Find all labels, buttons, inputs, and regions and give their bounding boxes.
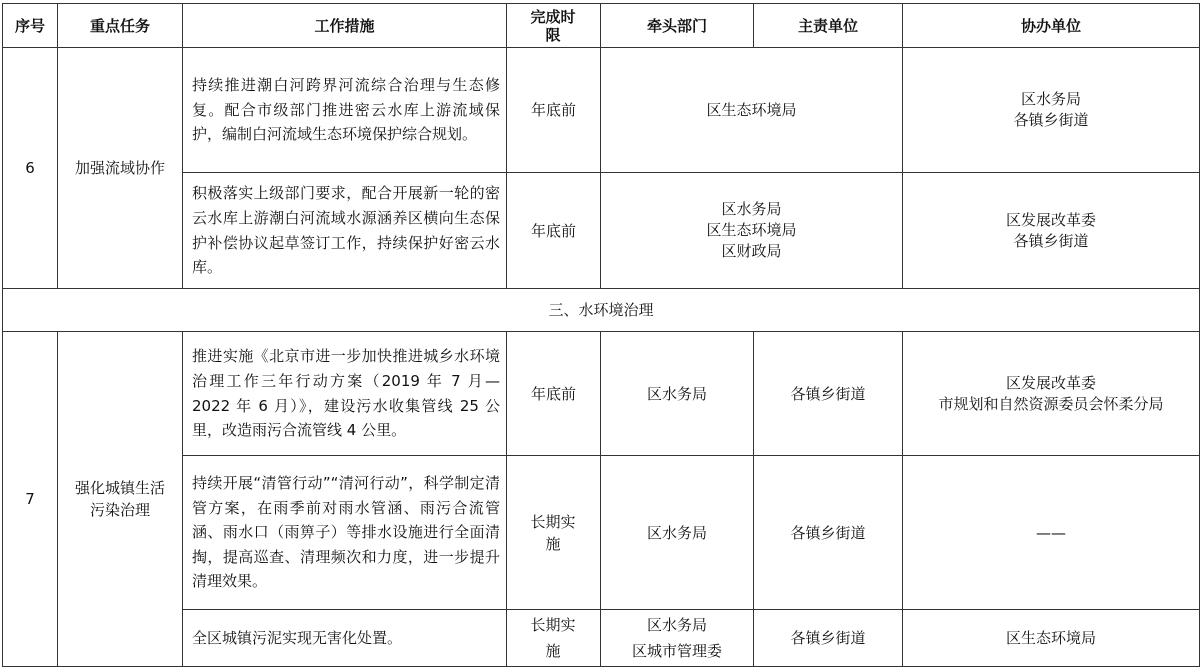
measure-cell <box>183 456 506 609</box>
assist-cell: 区生态环境局 <box>1005 629 1096 647</box>
section-title: 三、水环境治理 <box>548 301 654 319</box>
assist-cell <box>903 173 1199 288</box>
row-seq: 7 <box>25 490 35 508</box>
header-task: 重点任务 <box>89 16 150 35</box>
main-cell: 各镇乡街道 <box>790 629 866 647</box>
deadline-cell: 年底前 <box>530 384 576 403</box>
header-main-unit: 主责单位 <box>797 16 858 35</box>
measure-text: 全区城镇污泥实现无害化处置。 <box>192 628 403 647</box>
measure-text: 推进实施《北京市进一步加快推进城乡水环境治理工作三年行动方案（2019 年 7 月—2022 年 6 月）》，建设污水收集管线 25 公里，改造雨污合流管线 4 公里。 <box>192 347 500 440</box>
header-deadline: 完成时限 <box>530 7 576 44</box>
assist-cell <box>903 332 1199 455</box>
lead-unit: 区生态环境局 <box>706 221 797 239</box>
header-assist-unit: 协办单位 <box>1020 16 1081 35</box>
deadline-cell: 年底前 <box>530 221 576 240</box>
assist-unit: 各镇乡街道 <box>1013 231 1089 250</box>
assist-unit: 区发展改革委 <box>1005 373 1096 392</box>
row-seq: 6 <box>25 159 35 177</box>
row-task: 强化城镇生活污染治理 <box>74 479 165 519</box>
measure-cell <box>183 48 506 172</box>
lead-unit: 区水务局 <box>646 616 707 634</box>
assist-unit: 区水务局 <box>1020 90 1081 108</box>
lead-unit: 区城市管理委 <box>631 642 722 660</box>
assist-unit: 各镇乡街道 <box>1013 111 1089 129</box>
lead-main-cell <box>601 173 902 288</box>
lead-unit: 区财政局 <box>721 242 782 260</box>
header-measure: 工作措施 <box>314 16 375 35</box>
measure-cell <box>183 610 506 666</box>
lead-cell: 区水务局 <box>646 523 707 542</box>
deadline-cell: 长期实施 <box>530 616 576 660</box>
lead-unit: 区水务局 <box>721 200 782 218</box>
measure-cell <box>183 332 506 455</box>
lead-cell <box>601 610 753 666</box>
main-cell: 各镇乡街道 <box>790 384 866 403</box>
grid-line <box>1199 3 1200 667</box>
measure-text: 积极落实上级部门要求，配合开展新一轮的密云水库上游潮白河流域水源涵养区横向生态保护补偿协议起草签订工作，持续保护好密云水库。 <box>192 184 500 277</box>
assist-cell: —— <box>1036 523 1066 542</box>
row-task: 加强流域协作 <box>74 159 165 177</box>
deadline-cell: 年底前 <box>530 101 576 119</box>
deadline-cell: 长期实施 <box>530 512 576 553</box>
measure-text: 持续开展“清管行动”“清河行动”，科学制定清管方案，在雨季前对雨水管涵、雨污合流管涵、雨水口（雨箅子）等排水设施进行全面清掏，提高巡查、清理频次和力度，进一步提升清理效果。 <box>192 474 500 591</box>
header-seq: 序号 <box>14 16 45 35</box>
main-cell: 各镇乡街道 <box>790 523 866 542</box>
lead-main-cell: 区生态环境局 <box>706 101 797 119</box>
assist-unit: 市规划和自然资源委员会怀柔分局 <box>938 394 1164 413</box>
assist-unit: 区发展改革委 <box>1005 210 1096 229</box>
header-lead-dept: 牵头部门 <box>646 16 707 35</box>
measure-cell <box>183 173 506 288</box>
lead-cell: 区水务局 <box>646 384 707 403</box>
measure-text: 持续推进潮白河跨界河流综合治理与生态修复。配合市级部门推进密云水库上游流域保护，编制白河流域生态环境保护综合规划。 <box>192 76 500 144</box>
assist-cell <box>903 48 1199 172</box>
